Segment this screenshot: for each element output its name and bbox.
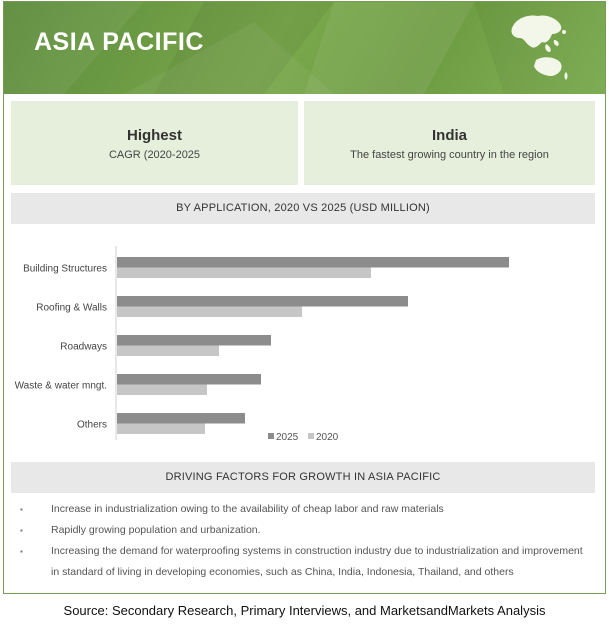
bar-2025-2 <box>117 335 271 346</box>
bar-2020-4 <box>117 424 205 435</box>
bar-2020-3 <box>117 385 207 396</box>
category-label: Roofing & Walls <box>36 302 107 314</box>
category-label: Building Structures <box>23 263 107 275</box>
legend-label-2020: 2020 <box>316 432 339 443</box>
bar-2025-0 <box>117 257 509 268</box>
asia-pacific-map-icon <box>506 10 572 84</box>
bar-2020-2 <box>117 346 219 357</box>
driver-item: ▪ Increasing the demand for waterproofing systems in construction industry due to industrialization and improvement in standard of living in developing economies, such as China, India, Indonesia, Thailand, and others <box>18 541 593 583</box>
fastest-country-card <box>304 101 595 185</box>
source-note: Source: Secondary Research, Primary Interviews, and MarketsandMarkets Analysis <box>63 603 546 618</box>
chart-title: BY APPLICATION, 2020 VS 2025 (USD MILLION) <box>11 193 595 224</box>
highest-cagr-card <box>11 101 298 185</box>
bar-2025-3 <box>117 374 261 385</box>
card-subtitle-cagr: CAGR (2020-2025 <box>108 149 201 161</box>
category-label: Others <box>76 419 107 431</box>
legend-swatch-2020 <box>308 433 314 439</box>
card-subtitle-fastest: The fastest growing country in the region <box>350 149 549 161</box>
driver-item: ▪ Increase in industrialization owing to the availability of cheap labor and raw materials <box>18 499 593 520</box>
category-label: Roadways <box>60 341 107 353</box>
bar-2020-0 <box>117 268 371 279</box>
legend-swatch-2025 <box>268 433 274 439</box>
drivers-title: DRIVING FACTORS FOR GROWTH IN ASIA PACIFIC <box>11 462 595 493</box>
drivers-list <box>18 499 593 583</box>
card-title-india: India <box>431 127 467 144</box>
bar-2025-4 <box>117 413 245 424</box>
card-title-highest: Highest <box>126 127 182 144</box>
bar-2025-1 <box>117 296 408 307</box>
driver-item: ▪ Rapidly growing population and urbanization. <box>18 520 593 541</box>
region-banner <box>4 2 605 94</box>
category-label: Waste & water mngt. <box>14 380 107 392</box>
region-title: ASIA PACIFIC <box>34 28 204 56</box>
infographic-frame <box>3 1 606 594</box>
legend-label-2025: 2025 <box>276 432 299 443</box>
application-bar-chart <box>4 232 605 454</box>
bar-2020-1 <box>117 307 302 318</box>
